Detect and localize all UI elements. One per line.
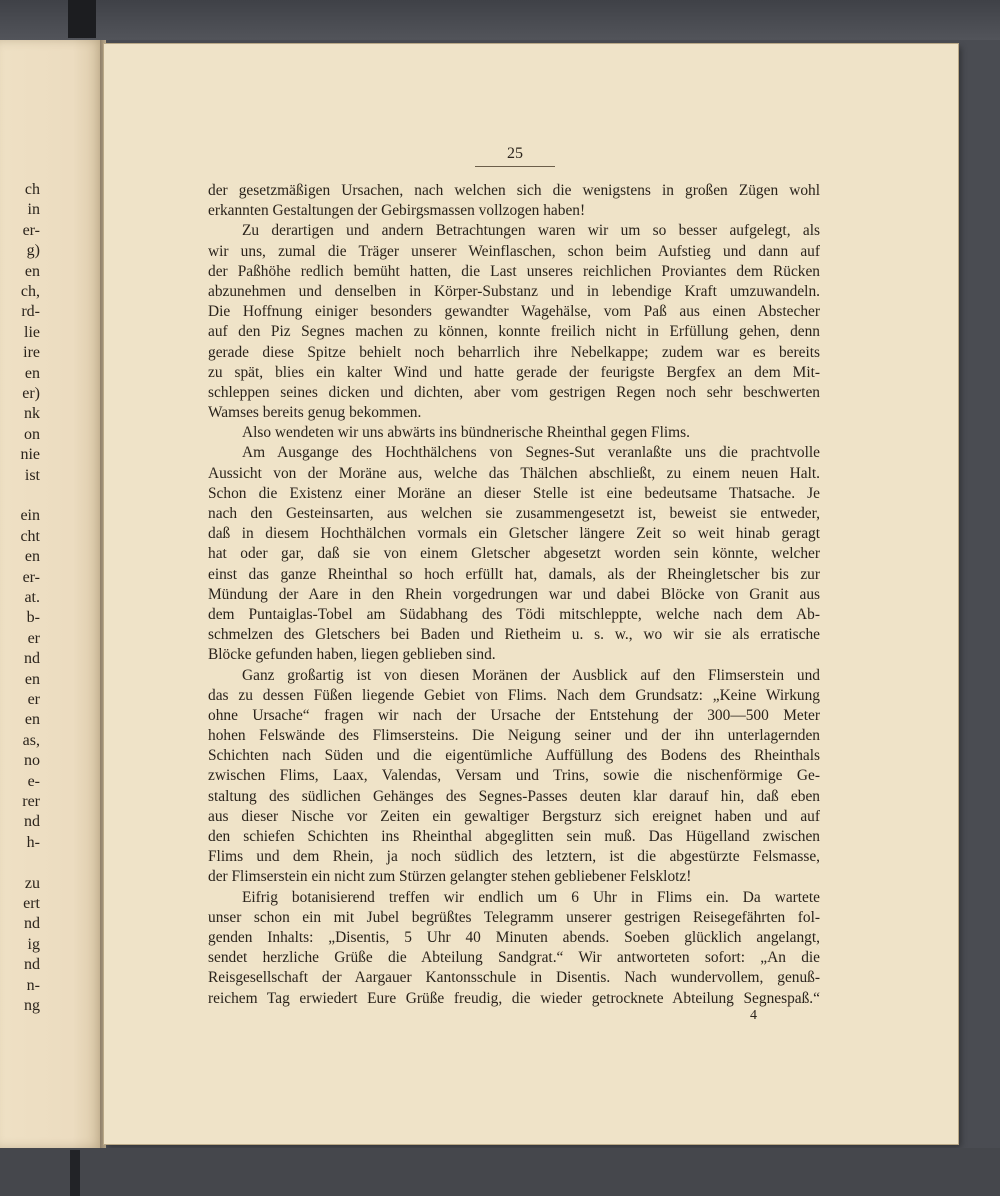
page-number-rule: [475, 166, 555, 167]
left-page-fragment: no: [24, 752, 40, 770]
scanner-background-bottom: [0, 1148, 1000, 1196]
text-line: Wamses bereits genug bekommen.: [208, 404, 422, 422]
text-line: zwischen Flims, Laax, Valendas, Versam und Trins, sowie die nischenförmige Ge-: [208, 767, 820, 785]
body-text: [208, 181, 820, 1009]
left-page-fragment: en: [24, 670, 40, 688]
text-line: nach den Gesteinsarten, aus welchen sie zusammengesetzt ist, beweist sie entweder,: [208, 505, 820, 522]
page-number: 25: [507, 145, 523, 162]
left-page-fragment: nd: [24, 650, 40, 668]
text-line: hat oder gar, daß sie von einem Gletscher abgesetzt worden sein könnte, welcher: [208, 545, 820, 563]
left-page-fragment: e-: [27, 772, 40, 790]
left-page-fragment: on: [24, 425, 40, 443]
text-line: den schiefen Schichten ins Rheinthal abgeglitten sein muß. Das Hügelland zwischen: [208, 828, 820, 845]
left-page-fragment: zu: [24, 874, 40, 892]
text-line: Am Ausgange des Hochthälchens von Segnes-Sut veranlaßte uns die prachtvolle: [242, 444, 820, 462]
text-line: Schon die Existenz einer Moräne an dieser Stelle ist eine bedeutsame Thatsache. Je: [208, 484, 820, 502]
text-line: Flims und dem Rhein, ja noch südlich des letztern, ist die abgestürzte Felsmasse,: [208, 848, 820, 866]
signature-mark: 4: [750, 1008, 757, 1023]
book-clip-bottom: [70, 1150, 80, 1196]
text-line: schmelzen des Gletschers bei Baden und Rietheim u. s. w., wo wir sie als erratische: [208, 626, 820, 644]
text-line: der gesetzmäßigen Ursachen, nach welchen sich die wenigstens in großen Zügen wohl: [208, 182, 820, 199]
text-line: genden Inhalts: „Disentis, 5 Uhr 40 Minuten abends. Soeben glücklich angelangt,: [208, 928, 820, 946]
left-page-fragment: ng: [24, 997, 40, 1014]
left-page-fragment: ire: [23, 344, 40, 362]
left-page-fragment: er-: [22, 568, 40, 586]
left-page-fragment: nd: [24, 813, 40, 831]
text-line: auf den Piz Segnes machen zu können, konnte freilich nicht in Erfüllung gehen, denn: [208, 323, 820, 341]
left-page-fragment: nie: [20, 446, 40, 464]
text-line: ohne Ursache“ fragen wir nach der Ursache der Entstehung der 300—500 Meter: [208, 706, 820, 724]
left-page-fragment: ert: [23, 895, 40, 912]
text-line: der Flimserstein ein nicht zum Stürzen gelangter stehen gebliebener Felsklotz!: [208, 868, 692, 886]
text-line: Aussicht von der Moräne aus, welche das Thälchen abschließt, zu einem neuen Halt.: [208, 464, 820, 482]
left-page: [0, 40, 104, 1148]
left-page-fragment: er): [22, 385, 40, 402]
left-page-fragment: er-: [22, 221, 40, 239]
left-page-fragment: nd: [24, 915, 40, 933]
left-page-fragment: er: [27, 691, 40, 708]
text-line: Ganz großartig ist von diesen Moränen der Ausblick auf den Flimserstein und: [242, 666, 820, 684]
left-page-fragment: as,: [22, 731, 40, 749]
left-page-fragment: ig: [27, 935, 40, 953]
left-page-fragment: ist: [24, 466, 40, 484]
left-page-fragment: ch,: [20, 283, 40, 300]
text-line: abzunehmen und denselben in Körper-Substanz und in lebendige Kraft umzuwandeln.: [208, 282, 820, 300]
left-page-fragment: in: [27, 201, 40, 219]
text-line: Mündung der Aare in den Rhein vorgedrungen war und dabei Blöcke von Granit aus: [208, 585, 820, 603]
left-page-fragment: rd-: [21, 303, 40, 321]
text-line: erkannten Gestaltungen der Gebirgsmassen vollzogen haben!: [208, 202, 586, 220]
left-page-fragment: cht: [20, 527, 40, 545]
text-line: Schichten nach Süden und die eigentümliche Auffüllung des Bodens des Rheinthals: [208, 747, 820, 765]
left-page-fragment: ein: [20, 507, 40, 525]
text-line: Blöcke gefunden haben, liegen geblieben sind.: [208, 646, 496, 664]
left-page-fragment: en: [24, 548, 40, 566]
left-page-fragment: g): [26, 242, 40, 260]
text-line: Zu derartigen und andern Betrachtungen waren wir um so besser aufgelegt, als: [242, 222, 820, 240]
text-line: das zu dessen Füßen liegende Gebiet von Flims. Nach dem Grundsatz: „Keine Wirkung: [208, 686, 820, 704]
left-page-fragment: en: [24, 262, 40, 280]
text-line: gerade diese Spitze behielt noch beharrlich ihre Nebelkappe; zudem war es bereits: [208, 343, 820, 361]
text-line: wir uns, zumal die Träger unserer Weinflaschen, schon beim Aufstieg und dann auf: [208, 242, 820, 260]
text-line: unser schon ein mit Jubel begrüßtes Telegramm unserer gestrigen Reisegefährten fol-: [208, 908, 820, 926]
text-line: aus dieser Nische vor Zeiten ein gewaltiger Bergsturz sich ereignet haben und auf: [208, 807, 820, 825]
scanner-background-top: [0, 0, 1000, 40]
left-page-fragment: nd: [24, 956, 40, 974]
text-line: zu spät, blies ein kalter Wind und hatte gerade der feurigste Bergfex an dem Mit-: [208, 363, 820, 381]
text-line: hohen Felswände des Flimsersteins. Die Neigung seiner und der ihn unterlagernden: [208, 727, 820, 745]
text-line: Die Hoffnung einiger besonders gewandter Wagehälse, vom Paß aus einen Abstecher: [208, 303, 820, 321]
book-clip: [68, 0, 96, 38]
text-line: einst das ganze Rheinthal so hoch erfüllt hat, damals, als der Rheingletscher bis zur: [208, 565, 820, 583]
text-line: daß in diesem Hochthälchen vormals ein Gletscher längere Zeit so weit hinab geragt: [208, 525, 820, 543]
left-page-fragment: n-: [26, 976, 40, 994]
left-page-fragment: en: [24, 364, 40, 382]
text-line: sendet herzliche Grüße die Abteilung Sandgrat.“ Wir antworteten sofort: „An die: [208, 949, 820, 967]
left-page-fragment: nk: [24, 405, 40, 423]
left-page-fragment: h-: [26, 833, 40, 851]
left-page-fragment: b-: [26, 609, 40, 627]
text-line: Reisgesellschaft der Aargauer Kantonsschule in Disentis. Nach wundervollem, genuß-: [208, 969, 820, 987]
text-line: schleppen seines dicken und dichten, aber vom gestrigen Regen noch sehr beschwerten: [208, 383, 820, 401]
text-line: reichem Tag erwiedert Eure Grüße freudig, die wieder getrocknete Abteilung Segnespaß.“: [208, 989, 820, 1007]
text-line: Eifrig botanisierend treffen wir endlich um 6 Uhr in Flims ein. Da wartete: [242, 888, 820, 906]
left-page-fragment: rer: [22, 793, 40, 810]
left-page-fragment: en: [24, 711, 40, 729]
left-page-fragment: er: [27, 629, 40, 647]
left-page-fragment: lie: [24, 323, 40, 341]
text-line: dem Puntaiglas-Tobel am Südabhang des Tödi mitschleppte, welche nach dem Ab-: [208, 605, 820, 623]
text-line: der Paßhöhe redlich bemüht hatten, die Last unseres reichlichen Proviantes dem Rücken: [208, 262, 820, 280]
text-line: Also wendeten wir uns abwärts ins bündnerische Rheinthal gegen Flims.: [242, 424, 690, 442]
text-line: staltung des südlichen Gehänges des Segnes-Passes deuten klar darauf hin, daß eben: [208, 787, 820, 805]
left-page-fragment: ch: [24, 181, 40, 198]
left-page-fragment: at.: [24, 589, 40, 606]
